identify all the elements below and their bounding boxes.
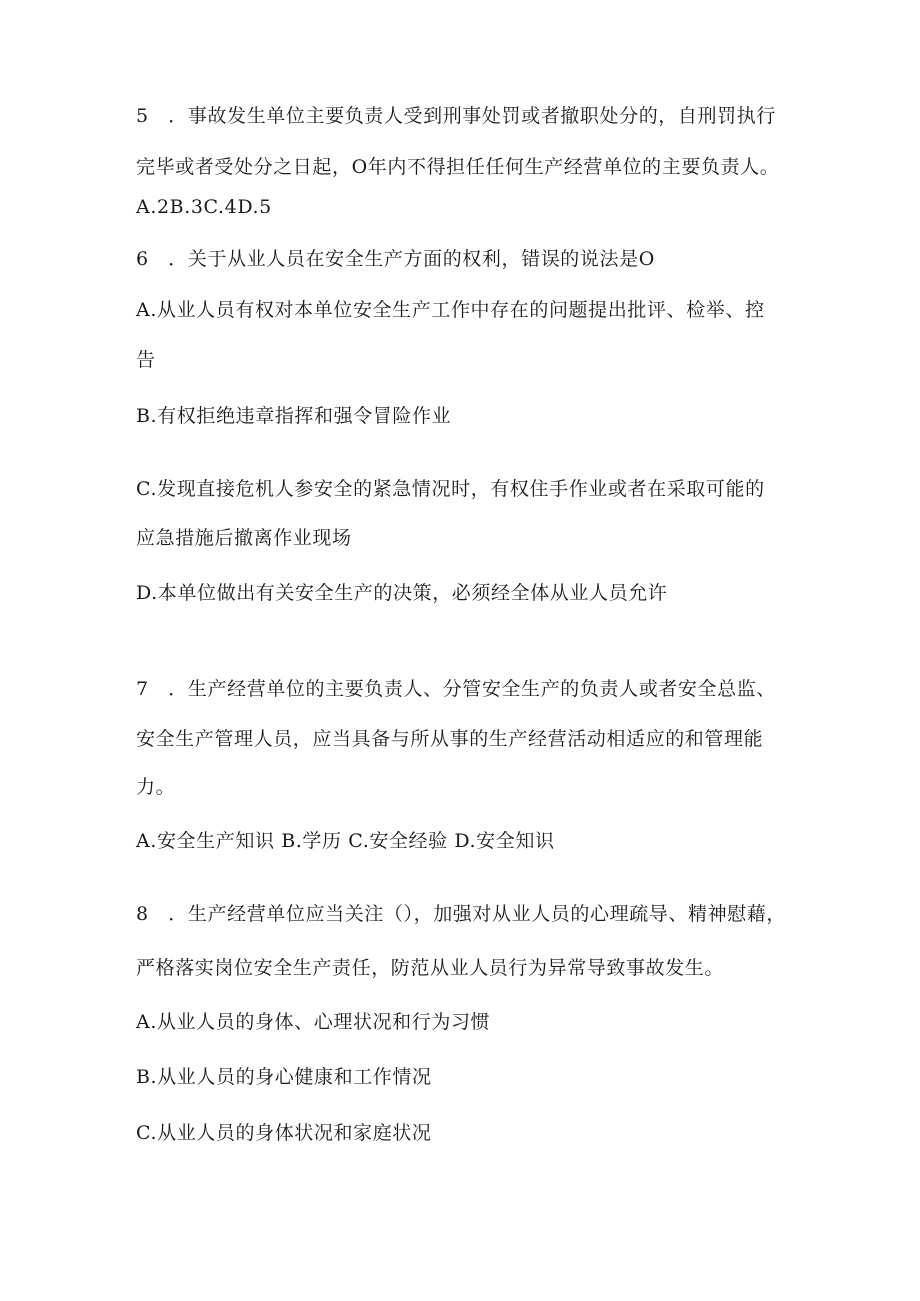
question-5-stem-line-2: 完毕或者受处分之日起，O年内不得担任任何生产经营单位的主要负责人。 (136, 156, 780, 178)
question-6-option-a-line-2: 告 (136, 349, 156, 371)
question-8-stem-line-2: 严格落实岗位安全生产责任，防范从业人员行为异常导致事故发生。 (136, 957, 725, 979)
question-6-option-c-line-1: C.发现直接危机人参安全的紧急情况时，有权住手作业或者在采取可能的 (136, 478, 765, 500)
question-7-stem-line-1: 7 ．生产经营单位的主要负责人、分管安全生产的负责人或者安全总监、 (136, 678, 776, 700)
question-6-option-a-line-1: A.从业人员有权对本单位安全生产工作中存在的问题提出批评、检举、控 (136, 299, 765, 321)
question-7-stem-line-3: 力。 (136, 776, 176, 798)
question-7-options: A.安全生产知识 B.学历 C.安全经验 D.安全知识 (136, 830, 555, 852)
question-5-options: A.2B.3C.4D.5 (136, 196, 272, 218)
question-6-option-d: D.本单位做出有关安全生产的决策，必须经全体从业人员允许 (136, 582, 668, 604)
question-6-stem: 6 ．关于从业人员在安全生产方面的权利，错误的说法是O (136, 248, 655, 270)
question-8-option-b: B.从业人员的身心健康和工作情况 (136, 1066, 432, 1088)
question-7-stem-line-2: 安全生产管理人员，应当具备与所从事的生产经营活动相适应的和管理能 (136, 728, 764, 750)
question-8-option-a: A.从业人员的身体、心理状况和行为习惯 (136, 1011, 491, 1033)
question-6-option-c-line-2: 应急措施后撤离作业现场 (136, 527, 352, 549)
question-6-option-b: B.有权拒绝违章指挥和强令冒险作业 (136, 405, 452, 427)
question-8-stem-line-1: 8 ．生产经营单位应当关注（），加强对从业人员的心理疏导、精神慰藉， (136, 903, 786, 925)
question-5-stem-line-1: 5 ．事故发生单位主要负责人受到刑事处罚或者撤职处分的，自刑罚执行 (136, 105, 776, 127)
question-8-option-c: C.从业人员的身体状况和家庭状况 (136, 1122, 432, 1144)
